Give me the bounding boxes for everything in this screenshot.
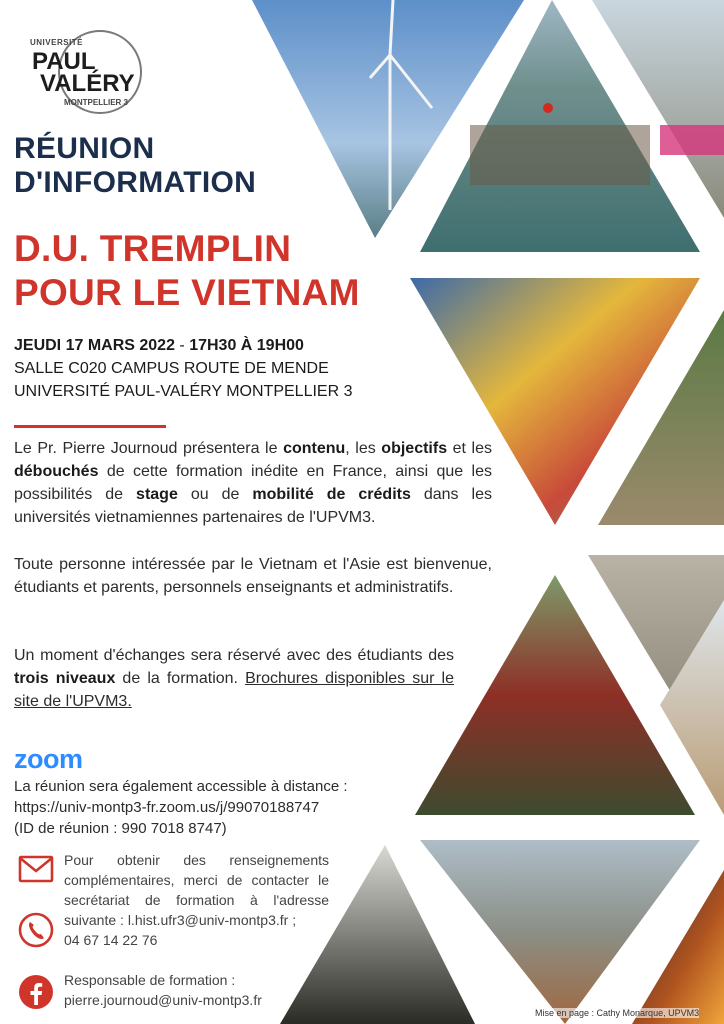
phone-icon: [18, 912, 54, 948]
contact-phone: 04 67 14 22 76: [64, 932, 158, 948]
layout-credit: Mise en page : Cathy Monarque, UPVM3: [535, 1008, 700, 1018]
red-divider: [14, 425, 166, 428]
intro-bold-debouches: débouchés: [14, 463, 99, 480]
exchange-bold-trois-niveaux: trois niveaux: [14, 670, 116, 687]
intro-text-2: , les: [345, 440, 382, 457]
brochures-link[interactable]: Brochures disponibles sur le site de l'UPVM3.: [14, 670, 454, 710]
event-date-line: [14, 334, 414, 357]
intro-text-5: ou de: [177, 486, 253, 503]
event-date: JEUDI 17 MARS 2022: [14, 337, 175, 354]
intro-text-6: dans les universités vietnamiennes partenaires de l'UPVM3.: [14, 486, 493, 526]
facebook-icon[interactable]: [18, 974, 54, 1010]
event-separator: -: [174, 337, 190, 354]
manager-label: Responsable de formation :: [64, 972, 236, 988]
logo-line-paul: PAUL: [32, 48, 96, 75]
intro-text-4: de cette formation inédite en France, ainsi que les possibilités de: [14, 463, 492, 503]
intro-text-1: Le Pr. Pierre Journoud présentera le: [14, 440, 284, 457]
intro-text-3: et les: [447, 440, 493, 457]
intro-paragraph: [14, 437, 492, 529]
meeting-heading: [14, 132, 256, 200]
heading-line-1: RÉUNION: [14, 132, 155, 165]
event-time: 17H30 À 19H00: [189, 337, 304, 354]
mail-icon: [18, 855, 54, 883]
logo-line-montpellier: MONTPELLIER 3: [64, 98, 129, 107]
program-line-2: POUR LE VIETNAM: [14, 272, 360, 313]
program-title: [14, 227, 360, 315]
event-details: [14, 334, 414, 403]
exchange-text-2: de la formation.: [115, 670, 246, 687]
intro-bold-contenu: contenu: [283, 440, 346, 457]
event-university: UNIVERSITÉ PAUL-VALÉRY MONTPELLIER 3: [14, 383, 353, 400]
remote-line: La réunion sera également accessible à distance :: [14, 778, 348, 795]
intro-bold-mobilite: mobilité de crédits: [252, 486, 411, 503]
manager-email[interactable]: pierre.journoud@univ-montp3.fr: [64, 992, 262, 1008]
zoom-url[interactable]: https://univ-montp3-fr.zoom.us/j/99070188747: [14, 799, 320, 816]
event-room: SALLE C020 CAMPUS ROUTE DE MENDE: [14, 360, 329, 377]
meeting-id: (ID de réunion : 990 7018 8747): [14, 820, 227, 837]
university-logo: [28, 28, 146, 114]
audience-paragraph: Toute personne intéressée par le Vietnam et l'Asie est bienvenue, étudiants et parents, personnels enseignants et administratifs.: [14, 556, 492, 596]
intro-bold-objectifs: objectifs: [381, 440, 448, 457]
logo-line-universite: UNIVERSITÉ: [30, 38, 84, 47]
manager-block: [64, 970, 329, 1010]
zoom-logo: zoom: [14, 744, 83, 774]
exchange-paragraph: [14, 644, 454, 713]
contact-paragraph: Pour obtenir des renseignements complémentaires, merci de contacter le secrétariat de formation à l'adresse suivante : l.hist.ufr3@univ-montp3.fr ;: [64, 852, 329, 928]
heading-line-2: D'INFORMATION: [14, 166, 257, 199]
program-line-1: D.U. TREMPLIN: [14, 228, 292, 269]
logo-line-valery: VALÉRY: [40, 70, 135, 97]
remote-info: [14, 776, 414, 839]
intro-bold-stage: stage: [136, 486, 178, 503]
exchange-text-1: Un moment d'échanges sera réservé avec des étudiants des: [14, 647, 454, 664]
